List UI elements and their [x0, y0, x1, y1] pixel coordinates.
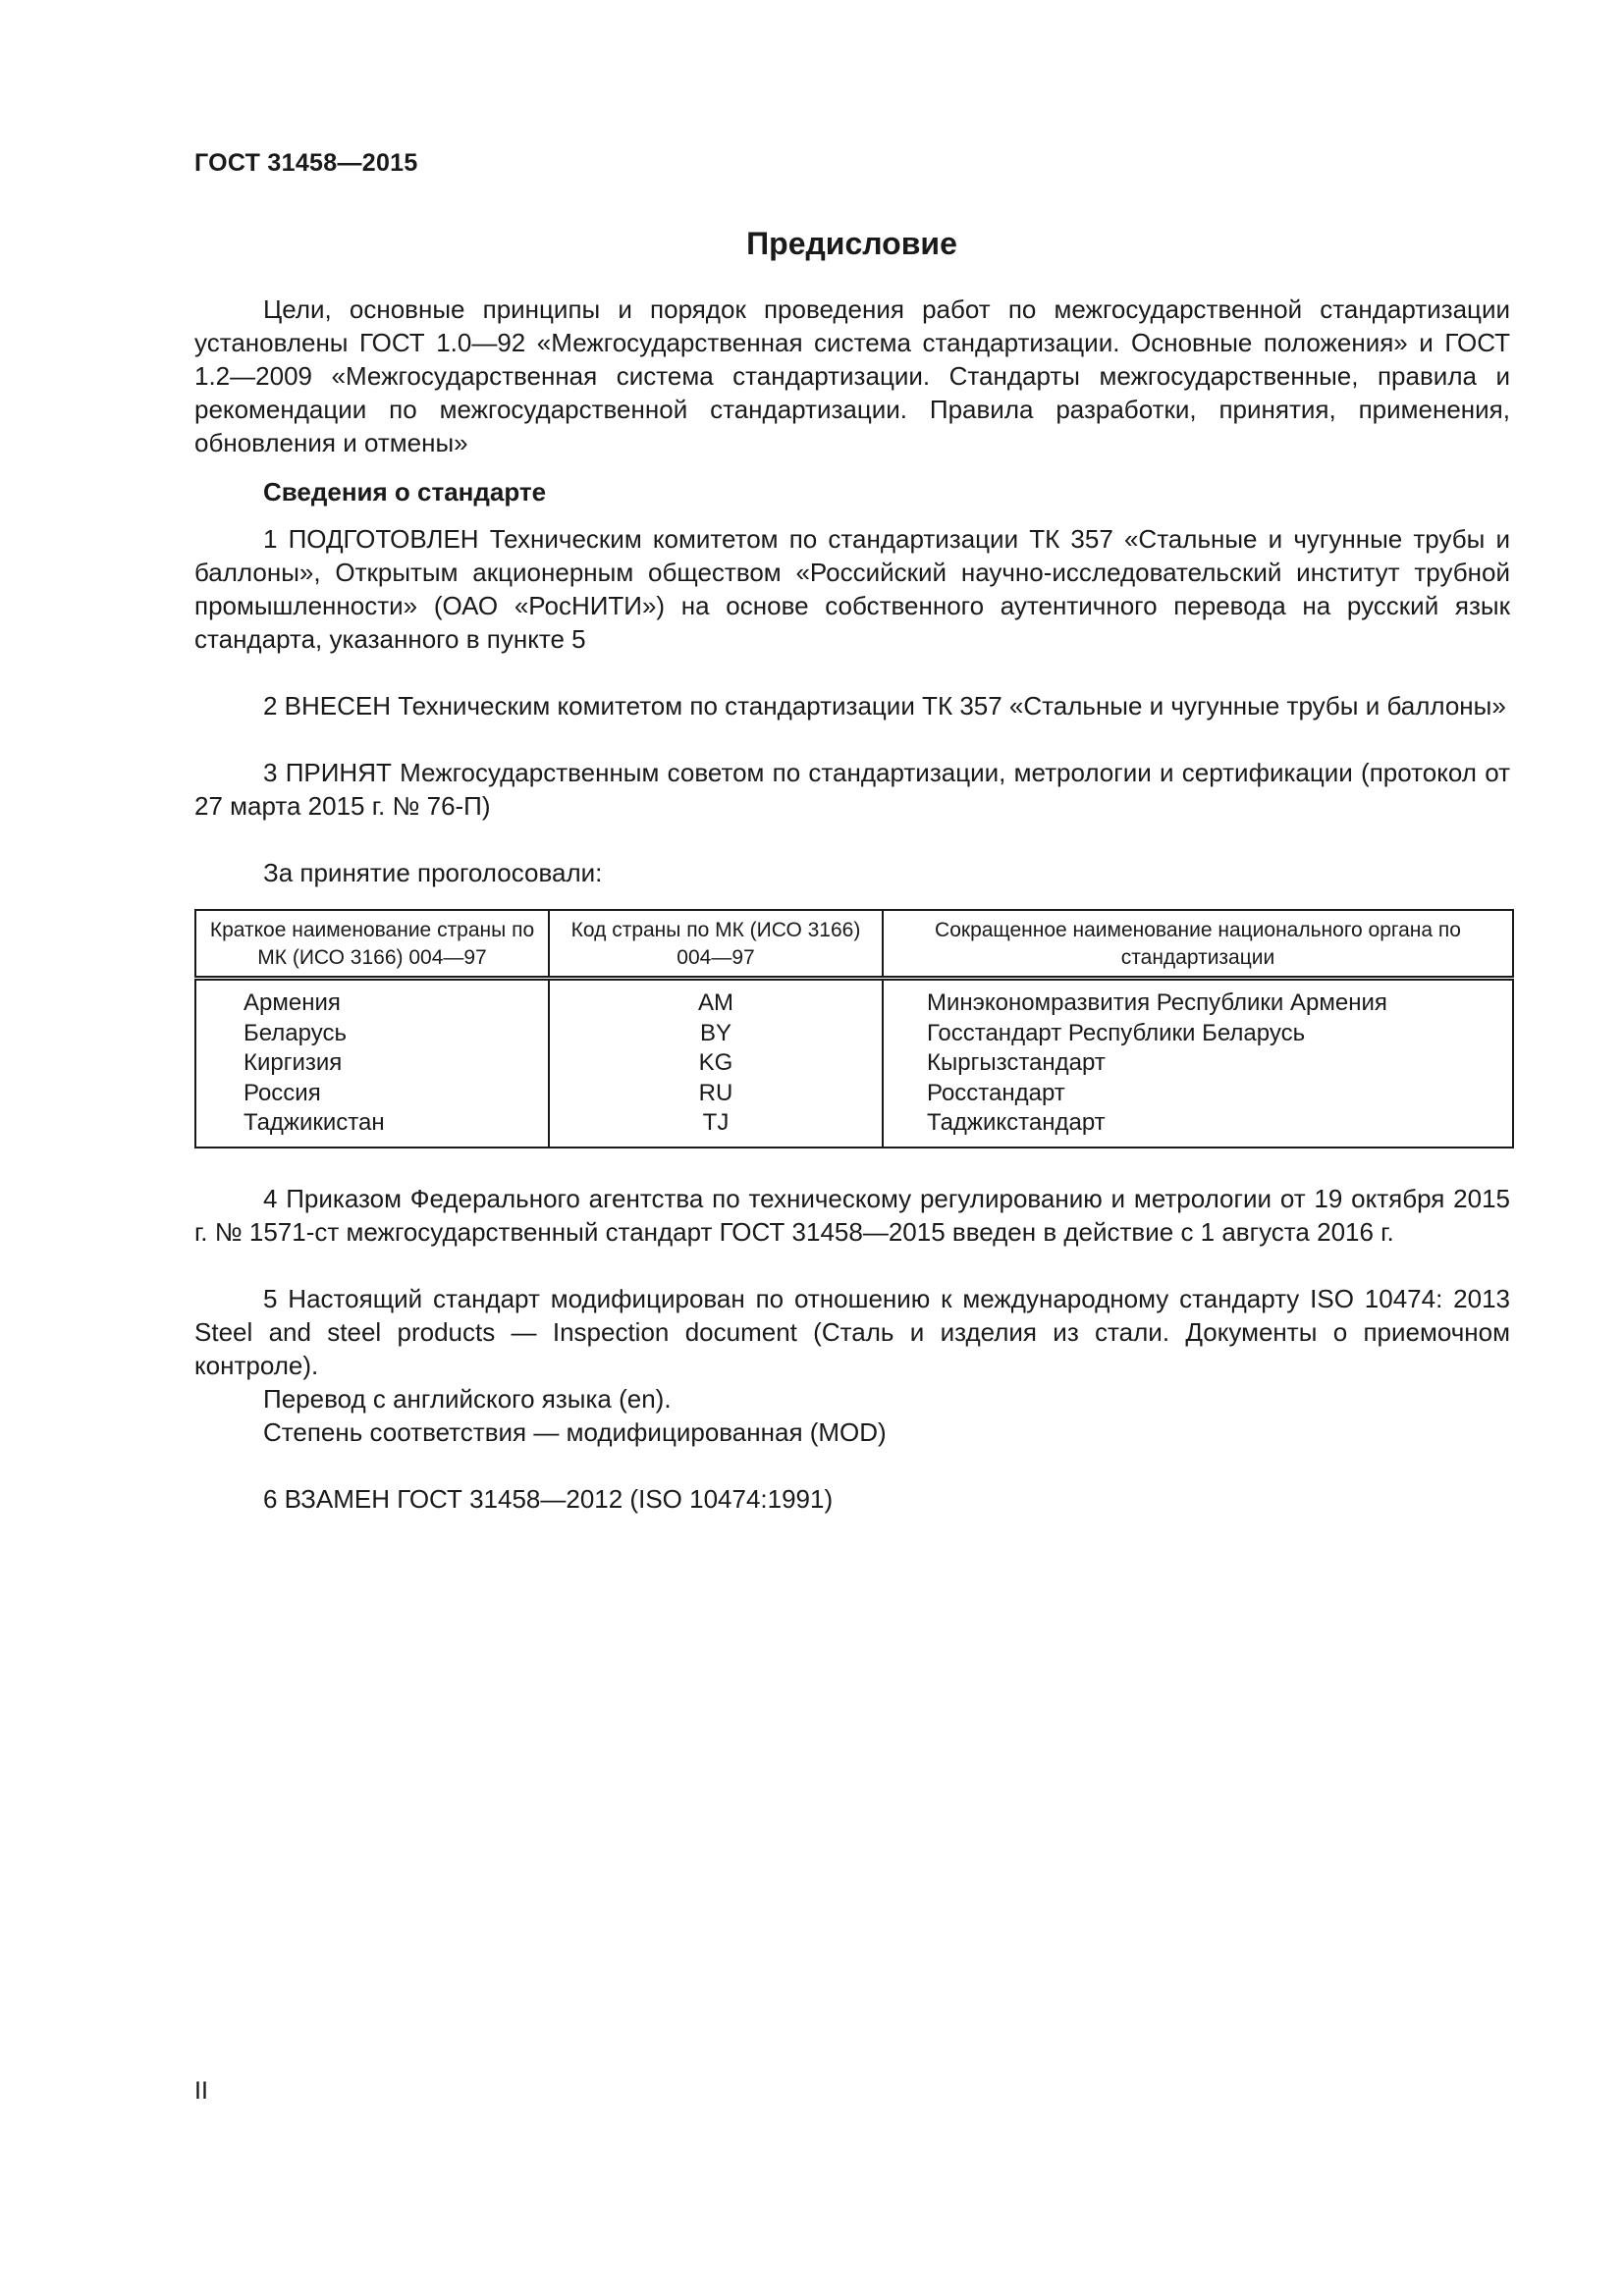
- country-code: TJ: [702, 1109, 730, 1136]
- country-code: RU: [698, 1079, 733, 1106]
- item-2-paragraph: 2 ВНЕСЕН Техническим комитетом по стандартизации ТК 357 «Стальные и чугунные трубы и баллоны»: [263, 691, 1506, 721]
- vote-label: За принятие проголосовали:: [263, 858, 603, 887]
- page-number: II: [194, 2077, 208, 2105]
- national-body: Кыргызстандарт: [927, 1049, 1106, 1076]
- section-heading: Сведения о стандарте: [263, 477, 547, 507]
- country-code: KG: [698, 1049, 733, 1076]
- header-national-body: Сокращенное наименование национального органа по стандартизации: [883, 910, 1513, 979]
- document-id-header: ГОСТ 31458—2015: [194, 149, 418, 177]
- country-name: Киргизия: [244, 1049, 343, 1076]
- header-country-name: Краткое наименование страны по МК (ИСО 3166) 004—97: [195, 910, 549, 979]
- item-1-paragraph: 1 ПОДГОТОВЛЕН Техническим комитетом по стандартизации ТК 357 «Стальные и чугунные трубы и баллоны», Открытым акционерным обществом «Российский научно-исследовательский институт трубной промышленности» (ОАО «РосНИТИ») на основе собственного аутентичного перевода на русский язык стандарта, указанного в пункте 5: [194, 524, 1510, 654]
- preface-content: [194, 293, 1510, 1516]
- national-body: Росстандарт: [927, 1079, 1065, 1106]
- table-body-row: [195, 979, 1513, 1148]
- page-title: Предисловие: [746, 226, 957, 261]
- intro-paragraph: Цели, основные принципы и порядок проведения работ по межгосударственной стандартизации установлены ГОСТ 1.0—92 «Межгосударственная система стандартизации. Основные положения» и ГОСТ 1.2—2009 «Межгосударственная система стандартизации. Стандарты межгосударственные, правила и рекомендации по межгосударственной стандартизации. Правила разработки, принятия, применения, обновления и отмены»: [194, 294, 1510, 457]
- country-name: Россия: [244, 1079, 321, 1106]
- item-5-translation: Перевод с английского языка (en).: [263, 1383, 672, 1414]
- country-name: Таджикистан: [244, 1109, 385, 1136]
- header-country-code: Код страны по МК (ИСО 3166) 004—97: [549, 910, 883, 979]
- table-header-row: [195, 910, 1513, 979]
- national-body: Минэкономразвития Республики Армения: [927, 989, 1387, 1016]
- country-name: Армения: [244, 989, 341, 1016]
- national-body: Госстандарт Республики Беларусь: [927, 1019, 1306, 1046]
- item-5-degree: Степень соответствия — модифицированная (MOD): [263, 1416, 887, 1447]
- country-codes-cell: [549, 979, 883, 1148]
- item-4-paragraph: 4 Приказом Федерального агентства по техническому регулированию и метрологии от 19 октября 2015 г. № 1571-ст межгосударственный стандарт ГОСТ 31458—2015 введен в действие с 1 августа 2016 г.: [194, 1183, 1510, 1247]
- country-name: Беларусь: [244, 1019, 347, 1046]
- country-code: BY: [699, 1019, 731, 1046]
- voting-states-table: [194, 909, 1514, 1148]
- item-3-paragraph: 3 ПРИНЯТ Межгосударственным советом по стандартизации, метрологии и сертификации (протокол от 27 марта 2015 г. № 76-П): [194, 758, 1510, 821]
- country-names-cell: [195, 979, 549, 1148]
- item-6-paragraph: 6 ВЗАМЕН ГОСТ 31458—2012 (ISO 10474:1991): [263, 1483, 834, 1514]
- item-5-paragraph: 5 Настоящий стандарт модифицирован по отношению к международному стандарту ISO 10474: 2013 Steel and steel products — Inspection document (Сталь и изделия из стали. Документы о приемочном контроле).: [194, 1283, 1510, 1380]
- national-body: Таджикстандарт: [927, 1109, 1106, 1136]
- national-bodies-cell: [883, 979, 1513, 1148]
- country-code: AM: [698, 989, 733, 1016]
